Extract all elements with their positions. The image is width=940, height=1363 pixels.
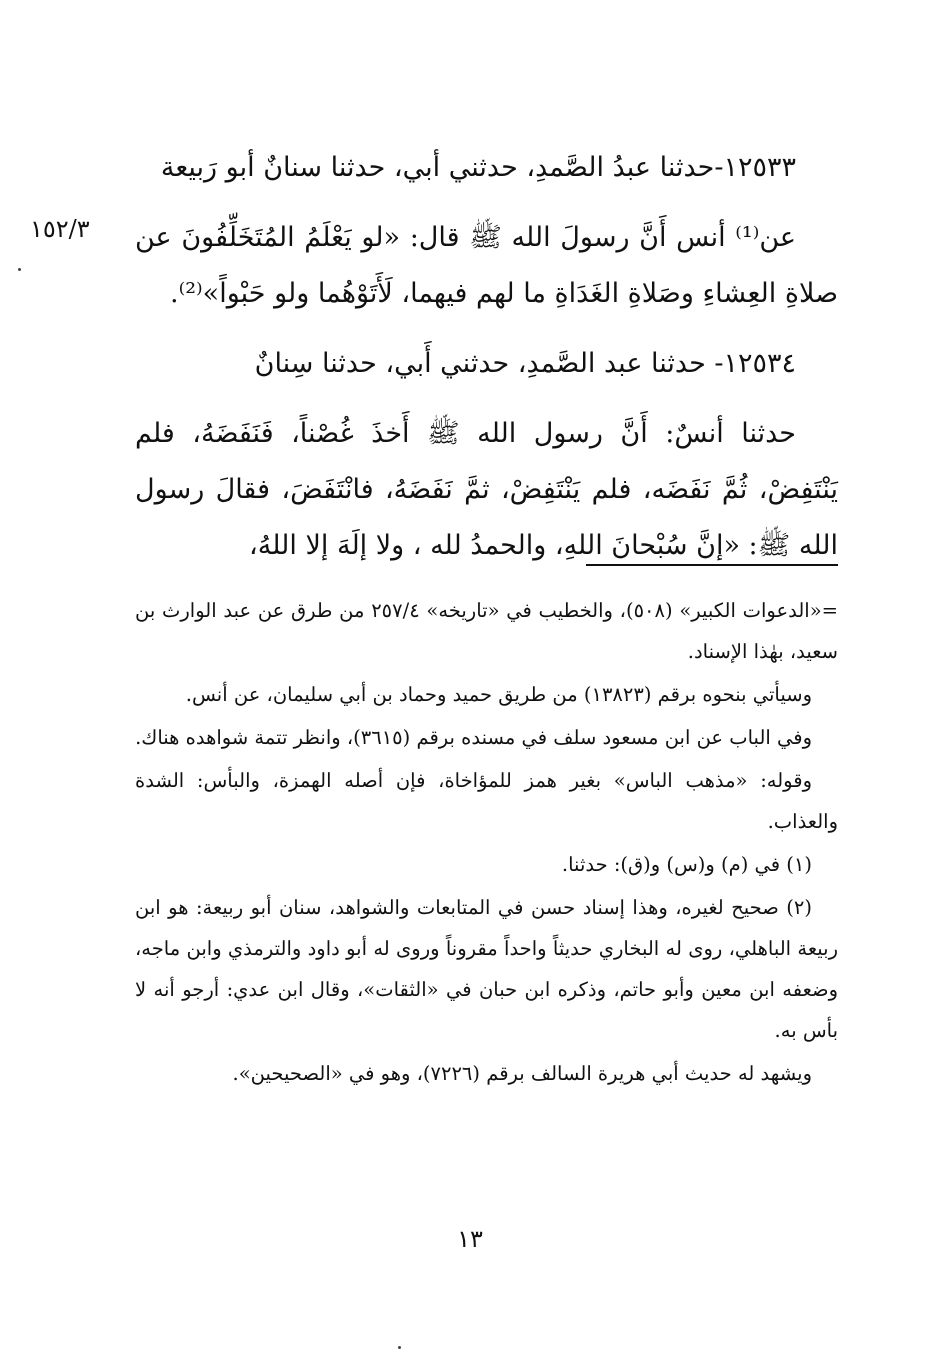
footnote-paragraph: ويشهد له حديث أبي هريرة السالف برقم (٧٢٢٦)، وهو في «الصحيحين». xyxy=(232,1062,812,1085)
footnote-paragraph: وقوله: «مذهب الباس» بغير همز للمؤاخاة، فإن أصله الهمزة، والبأس: الشدة والعذاب. xyxy=(135,769,838,833)
footnote-divider xyxy=(586,564,838,566)
hadith-12534-isnad: ١٢٥٣٤- حدثنا عبد الصَّمدِ، حدثني أَبي، حدثنا سِنانٌ xyxy=(254,348,796,379)
scan-speck xyxy=(398,1346,401,1349)
footnote-2: (٢) صحيح لغيره، وهذا إسناد حسن في المتابعات والشواهد، سنان أبو ربيعة: هو ابن ربيعة الباهلي، روى له البخاري حديثاً واحداً مقروناً وروى له أبو داود والترمذي وابن ماجه، وضعفه ابن معين وأبو حاتم، وذكره ابن حبان في «الثقات»، وقال ابن عدي: أرجو أنه لا بأس به. xyxy=(135,896,838,1042)
hadith-12534-matn: حدثنا أنسٌ: أَنَّ رسول الله ﷺ أَخذَ غُصْناً، فَنَفَضَهُ، فلم يَنْتَفِضْ، ثُمَّ نَفَضَه، فلم يَنْتَفِضْ، ثمَّ نَفَضَهُ، فانْتَفَضَ، فقالَ رسول الله ﷺ: «إنَّ سُبْحانَ اللهِ، والحمدُ لله ، ولا إلَهَ إلا اللهُ، xyxy=(135,418,838,561)
footnote-continuation: =«الدعوات الكبير» (٥٠٨)، والخطيب في «تاريخه» ٢٥٧/٤ من طرق عن عبد الوارث بن سعيد، بهٰذا الإسناد. xyxy=(135,599,838,663)
footnote-paragraph: وفي الباب عن ابن مسعود سلف في مسنده برقم (٣٦١٥)، وانظر تتمة شواهده هناك. xyxy=(135,726,812,749)
margin-volume-page-reference: ١٥٢/٣ xyxy=(30,215,90,243)
hadith-12533-matn: عن⁽¹⁾ أنس أَنَّ رسولَ الله ﷺ قال: «لو يَعْلَمُ المُتَخَلِّفُونَ عن صلاةِ العِشاءِ وصَلاةِ الغَدَاةِ ما لهم فيهما، لَأَتَوْهُما ولو حَبْواً»⁽²⁾. xyxy=(135,222,838,309)
footnotes xyxy=(135,590,838,1096)
hadith-12533-isnad: ١٢٥٣٣-حدثنا عبدُ الصَّمدِ، حدثني أبي، حدثنا سنانٌ أبو رَبيعة xyxy=(160,152,796,183)
scan-speck xyxy=(18,268,21,271)
main-text xyxy=(135,140,838,574)
footnote-1: (١) في (م) و(س) و(ق): حدثنا. xyxy=(561,853,812,876)
page-number: ١٣ xyxy=(457,1225,483,1253)
footnote-paragraph: وسيأتي بنحوه برقم (١٣٨٢٣) من طريق حميد وحماد بن أبي سليمان، عن أنس. xyxy=(185,683,812,706)
